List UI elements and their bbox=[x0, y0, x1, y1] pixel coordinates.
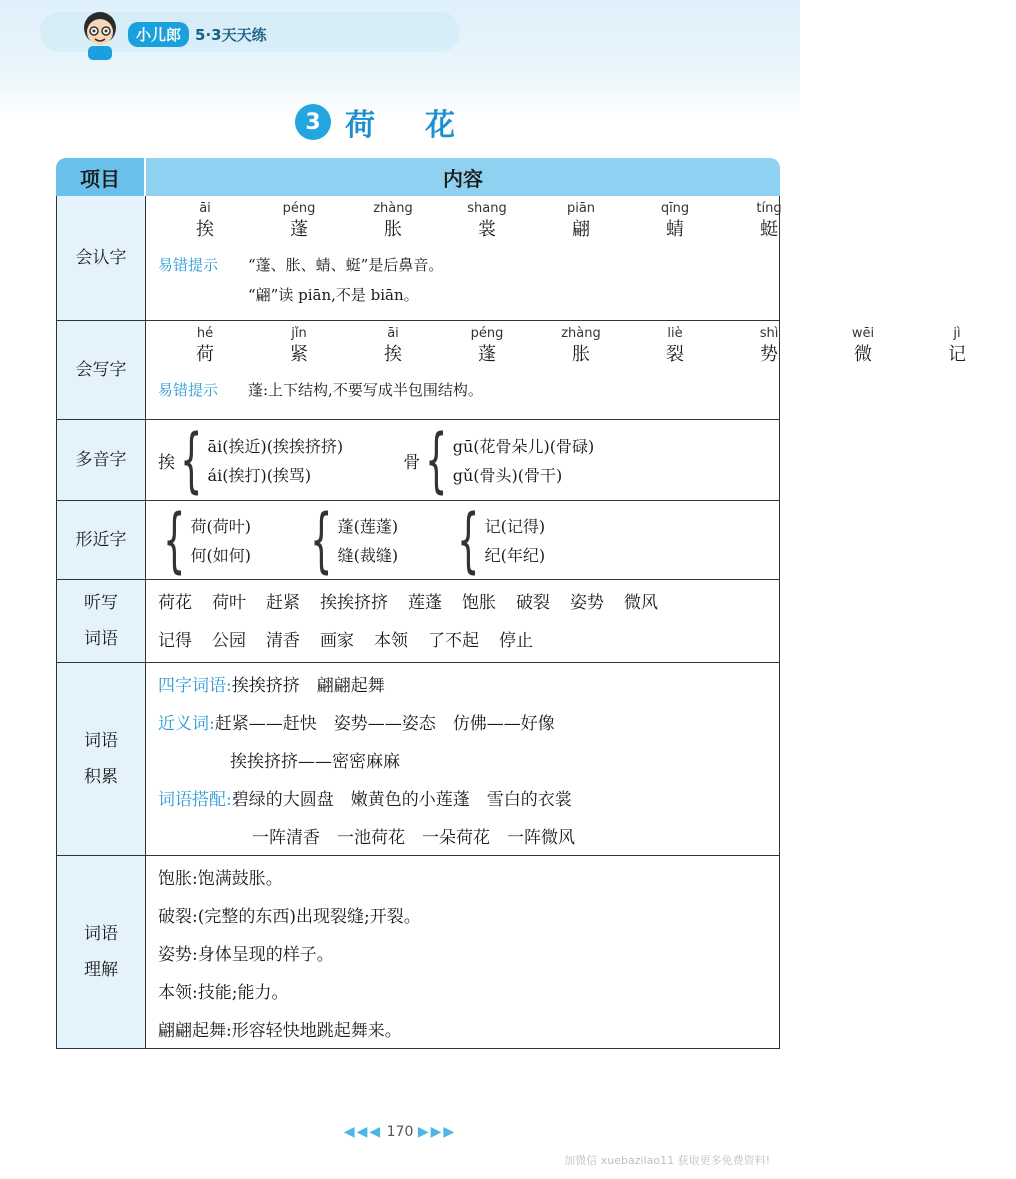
row-label: 会认字 bbox=[57, 196, 146, 320]
row-dictation bbox=[56, 580, 780, 663]
pinyin: shì bbox=[759, 326, 779, 341]
header-content: 内容 bbox=[146, 158, 780, 196]
pinyin-row bbox=[158, 325, 1004, 367]
row-label bbox=[57, 663, 146, 855]
synonym-text: 挨挨挤挤——密密麻麻 bbox=[230, 752, 400, 772]
dictation-word: 挨挨挤挤 bbox=[320, 593, 388, 613]
polyphone-reading: gǔ(骨头)(骨干) bbox=[452, 466, 563, 485]
definition-line: 姿势:身体呈现的样子。 bbox=[158, 945, 334, 965]
polyphone-char: 挨 bbox=[158, 452, 175, 473]
pinyin: tíng bbox=[756, 201, 782, 216]
page-number: 170 bbox=[386, 1124, 414, 1140]
similar-word: 蓬(莲蓬) bbox=[337, 517, 399, 536]
dictation-word: 公园 bbox=[212, 631, 246, 651]
dictation-word: 了不起 bbox=[428, 631, 479, 651]
row-polyphone bbox=[56, 420, 780, 501]
synonym-text: 赶紧——赶快 姿势——姿态 仿佛——好像 bbox=[214, 714, 555, 734]
label-line: 词语 bbox=[84, 731, 118, 751]
dictation-word: 莲蓬 bbox=[408, 593, 442, 613]
pinyin-char bbox=[252, 200, 346, 242]
row-label bbox=[57, 856, 146, 1048]
collocation-label: 词语搭配: bbox=[158, 790, 232, 810]
hanzi: 记 bbox=[948, 344, 966, 365]
row-content bbox=[146, 663, 779, 855]
hanzi: 蓬 bbox=[290, 219, 308, 240]
row-content bbox=[146, 321, 1016, 419]
pinyin-char bbox=[252, 325, 346, 367]
row-content bbox=[146, 856, 779, 1048]
similar-word: 荷(荷叶) bbox=[190, 517, 252, 536]
similar-word: 缝(裁缝) bbox=[337, 546, 399, 565]
dictation-word: 破裂 bbox=[516, 593, 550, 613]
dictation-word: 荷叶 bbox=[212, 593, 246, 613]
row-understand bbox=[56, 856, 780, 1049]
pinyin: piān bbox=[566, 201, 596, 216]
row-similar bbox=[56, 501, 780, 580]
row-content bbox=[146, 196, 828, 320]
mascot-icon bbox=[78, 8, 122, 62]
brace: { bbox=[163, 499, 186, 581]
polyphone-group bbox=[403, 419, 595, 501]
pinyin-char bbox=[722, 200, 816, 242]
dictation-word: 姿势 bbox=[570, 593, 604, 613]
hanzi: 胀 bbox=[384, 219, 402, 240]
row-write bbox=[56, 321, 966, 420]
collocation-text: 碧绿的大圆盘 嫩黄色的小莲蓬 雪白的衣裳 bbox=[231, 790, 572, 810]
polyphone-group bbox=[158, 419, 344, 501]
label-line: 词语 bbox=[84, 629, 118, 649]
four-char-label: 四字词语: bbox=[158, 676, 232, 696]
row-content bbox=[146, 420, 779, 500]
header-item: 项目 bbox=[56, 158, 144, 196]
pinyin: qīng bbox=[660, 201, 690, 216]
pinyin-char bbox=[816, 325, 910, 367]
hanzi: 翩 bbox=[572, 219, 590, 240]
hanzi: 势 bbox=[760, 344, 778, 365]
hint-line: “翩”读 piān,不是 biān。 bbox=[248, 286, 419, 304]
pinyin-char bbox=[440, 200, 534, 242]
pinyin: shang bbox=[467, 201, 507, 216]
hanzi: 挨 bbox=[196, 219, 214, 240]
pinyin: péng bbox=[470, 326, 504, 341]
pinyin-char bbox=[346, 200, 440, 242]
hanzi: 挨 bbox=[384, 344, 402, 365]
pinyin: jì bbox=[953, 326, 961, 341]
pinyin-char bbox=[628, 325, 722, 367]
synonym-label: 近义词: bbox=[158, 714, 215, 734]
dictation-word: 清香 bbox=[266, 631, 300, 651]
watermark: 加微信 xuebazilao11 获取更多免费资料! bbox=[564, 1154, 770, 1167]
pinyin-row bbox=[158, 200, 816, 242]
polyphone-reading: gū(花骨朵儿)(骨碌) bbox=[452, 437, 595, 456]
arrows-left-icon: ◀◀◀ bbox=[343, 1124, 383, 1140]
lesson-heading bbox=[0, 100, 800, 144]
pinyin: āi bbox=[387, 326, 399, 341]
pinyin: liè bbox=[667, 326, 683, 341]
pinyin: zhàng bbox=[373, 201, 413, 216]
brace: { bbox=[310, 499, 333, 581]
dictation-word: 停止 bbox=[499, 631, 533, 651]
hint-label: 易错提示 bbox=[158, 381, 219, 399]
pinyin-char bbox=[910, 325, 1004, 367]
pinyin: āi bbox=[199, 201, 211, 216]
pinyin-char bbox=[346, 325, 440, 367]
dictation-word: 画家 bbox=[320, 631, 354, 651]
definition-line: 饱胀:饱满鼓胀。 bbox=[158, 869, 283, 889]
polyphone-char: 骨 bbox=[403, 452, 421, 473]
row-label: 会写字 bbox=[57, 321, 146, 419]
dictation-word: 饱胀 bbox=[462, 593, 496, 613]
pinyin: zhàng bbox=[561, 326, 601, 341]
lesson-title: 荷花 bbox=[345, 108, 505, 143]
definition-line: 破裂:(完整的东西)出现裂缝;开裂。 bbox=[158, 907, 421, 927]
pinyin: hé bbox=[196, 326, 214, 341]
hanzi: 胀 bbox=[572, 344, 590, 365]
pinyin-char bbox=[158, 200, 252, 242]
hanzi: 蜻 bbox=[666, 219, 684, 240]
similar-group bbox=[452, 499, 546, 581]
arrows-right-icon: ▶▶▶ bbox=[417, 1124, 457, 1140]
pinyin-char bbox=[722, 325, 816, 367]
pinyin-char bbox=[534, 200, 628, 242]
hanzi: 紧 bbox=[290, 344, 308, 365]
hanzi: 裂 bbox=[666, 344, 684, 365]
accumulate-line bbox=[158, 667, 767, 705]
dictation-word: 赶紧 bbox=[266, 593, 300, 613]
row-label: 形近字 bbox=[57, 501, 146, 579]
pinyin-char bbox=[440, 325, 534, 367]
similar-group bbox=[305, 499, 399, 581]
pinyin: péng bbox=[282, 201, 316, 216]
polyphone-reading: āi(挨近)(挨挨挤挤) bbox=[207, 437, 344, 456]
label-line: 理解 bbox=[84, 960, 118, 980]
collocation-text: 一阵清香 一池荷花 一朵荷花 一阵微风 bbox=[252, 828, 575, 848]
brand bbox=[128, 22, 267, 47]
hanzi: 蜓 bbox=[760, 219, 778, 240]
similar-group bbox=[158, 499, 252, 581]
hint-label: 易错提示 bbox=[158, 256, 219, 274]
hanzi: 荷 bbox=[196, 344, 214, 365]
hanzi: 蓬 bbox=[478, 344, 496, 365]
similar-word: 何(如何) bbox=[190, 546, 252, 565]
hint-line: 蓬:上下结构,不要写成半包围结构。 bbox=[248, 381, 483, 399]
row-label bbox=[57, 580, 146, 662]
pinyin: jǐn bbox=[291, 326, 307, 341]
pinyin-char bbox=[628, 200, 722, 242]
brand-logo: 小儿郎 bbox=[128, 22, 189, 47]
polyphone-reading: ái(挨打)(挨骂) bbox=[207, 466, 312, 485]
dictation-word: 记得 bbox=[158, 631, 192, 651]
dictation-word: 本领 bbox=[374, 631, 408, 651]
accumulate-line bbox=[158, 705, 767, 743]
hint bbox=[158, 250, 816, 310]
brace: { bbox=[425, 419, 448, 501]
dictation-word: 微风 bbox=[624, 593, 658, 613]
definition-line: 翩翩起舞:形容轻快地跳起舞来。 bbox=[158, 1021, 402, 1041]
brace: { bbox=[457, 499, 480, 581]
label-line: 积累 bbox=[84, 767, 118, 787]
dictation-word: 荷花 bbox=[158, 593, 192, 613]
hint-line: “蓬、胀、蜻、蜓”是后鼻音。 bbox=[248, 256, 444, 274]
row-label: 多音字 bbox=[57, 420, 146, 500]
pinyin-char bbox=[158, 325, 252, 367]
dictation-line bbox=[158, 584, 767, 622]
similar-word: 纪(年纪) bbox=[484, 546, 546, 565]
hanzi: 裳 bbox=[478, 219, 496, 240]
label-line: 听写 bbox=[84, 593, 118, 613]
row-content bbox=[146, 580, 779, 662]
brace: { bbox=[180, 419, 203, 501]
table-header bbox=[56, 158, 780, 196]
label-line: 词语 bbox=[84, 924, 118, 944]
hanzi: 微 bbox=[854, 344, 872, 365]
dictation-line bbox=[158, 622, 767, 660]
page-footer bbox=[0, 1124, 800, 1140]
lesson-number: 3 bbox=[295, 104, 331, 140]
row-content bbox=[146, 501, 779, 579]
definition-line: 本领:技能;能力。 bbox=[158, 983, 289, 1003]
brand-series: 5·3天天练 bbox=[195, 26, 267, 44]
four-char-text: 挨挨挤挤 翩翩起舞 bbox=[231, 676, 385, 696]
similar-word: 记(记得) bbox=[484, 517, 546, 536]
pinyin-char bbox=[534, 325, 628, 367]
hint bbox=[158, 375, 1004, 405]
lesson-table bbox=[56, 158, 966, 1049]
accumulate-line bbox=[158, 781, 767, 819]
pinyin: wēi bbox=[851, 326, 875, 341]
row-accumulate bbox=[56, 663, 780, 856]
row-recognize bbox=[56, 196, 780, 321]
